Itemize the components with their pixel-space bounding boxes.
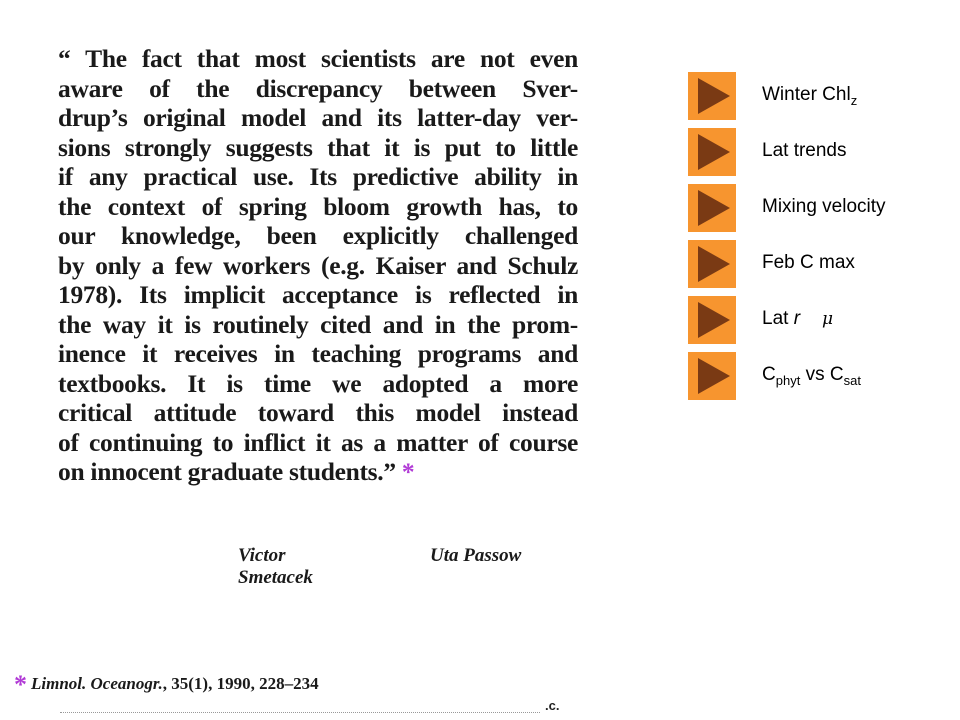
author-name: Uta Passow xyxy=(430,545,522,566)
nav-label-sub: z xyxy=(850,93,858,108)
nav-item-feb-c-max[interactable] xyxy=(688,240,948,288)
play-button[interactable] xyxy=(688,296,736,344)
nav-label-text: Lat xyxy=(762,308,794,329)
play-arrow-icon xyxy=(688,352,736,400)
quote-line: the way it is routinely cited and in the prom- xyxy=(58,309,578,339)
play-arrow-icon xyxy=(688,240,736,288)
nav-label[interactable] xyxy=(762,308,833,330)
play-arrow-icon xyxy=(688,72,736,120)
nav-label-sub: sat xyxy=(843,373,861,388)
nav-label[interactable]: Mixing velocity xyxy=(762,196,886,217)
nav-label[interactable]: Feb C max xyxy=(762,252,855,273)
play-arrow-icon xyxy=(688,128,736,176)
quote-line: of continuing to inflict it as a matter of course xyxy=(58,427,578,457)
nav-label-text: vs C xyxy=(800,364,844,385)
quote-line: sions strongly suggests that it is put to little xyxy=(58,132,578,162)
citation-journal: Limnol. Oceanogr. xyxy=(31,674,163,693)
play-button[interactable] xyxy=(688,184,736,232)
quote-line: on innocent graduate students.” xyxy=(58,457,396,486)
nav-item-lat-r-mu[interactable] xyxy=(688,296,948,344)
quote-line: textbooks. It is time we adopted a more xyxy=(58,368,578,398)
play-button[interactable] xyxy=(688,72,736,120)
nav-label-italic: r xyxy=(793,308,801,329)
quote-line: aware of the discrepancy between Sver- xyxy=(58,73,578,103)
quote-line: 1978). Its implicit acceptance is reflected in xyxy=(58,280,578,309)
citation xyxy=(14,670,319,700)
quote-block xyxy=(58,44,578,487)
author-name: Victor Smetacek xyxy=(238,545,313,588)
nav-item-winter-chl[interactable] xyxy=(688,72,948,120)
footer-residue xyxy=(60,712,540,715)
footer-fragment: .c. xyxy=(545,698,560,713)
nav-item-cphyt-vs-csat[interactable] xyxy=(688,352,948,400)
citation-details: , 35(1), 1990, 228–234 xyxy=(162,674,319,693)
quote-line: “ The fact that most scientists are not even xyxy=(58,44,578,73)
play-arrow-icon xyxy=(688,184,736,232)
quote-asterisk: * xyxy=(401,457,415,486)
citation-asterisk: * xyxy=(14,670,27,699)
quote-line: inence it receives in teaching programs and xyxy=(58,339,578,368)
quote-line: if any practical use. Its predictive ability in xyxy=(58,162,578,191)
quote-line: drup’s original model and its latter-day ver- xyxy=(58,103,578,132)
nav-item-lat-trends[interactable] xyxy=(688,128,948,176)
quote-last-line xyxy=(58,457,578,487)
quote-line: critical attitude toward this model instead xyxy=(58,398,578,427)
quote-line: by only a few workers (e.g. Kaiser and Schulz xyxy=(58,250,578,280)
nav-label[interactable] xyxy=(762,364,861,388)
nav-label-sub: phyt xyxy=(775,373,801,388)
nav-label[interactable] xyxy=(762,84,857,108)
play-button[interactable] xyxy=(688,240,736,288)
play-button[interactable] xyxy=(688,128,736,176)
play-button[interactable] xyxy=(688,352,736,400)
play-arrow-icon xyxy=(688,296,736,344)
nav-item-mixing-velocity[interactable] xyxy=(688,184,948,232)
quote-line: the context of spring bloom growth has, to xyxy=(58,191,578,221)
nav-label-text: Winter Chl xyxy=(762,84,851,105)
nav-label-text: C xyxy=(762,364,776,385)
authors-second xyxy=(430,545,521,567)
quote-line: our knowledge, been explicitly challenged xyxy=(58,221,578,250)
nav-label[interactable]: Lat trends xyxy=(762,140,847,161)
mu-symbol: μ xyxy=(822,309,834,329)
